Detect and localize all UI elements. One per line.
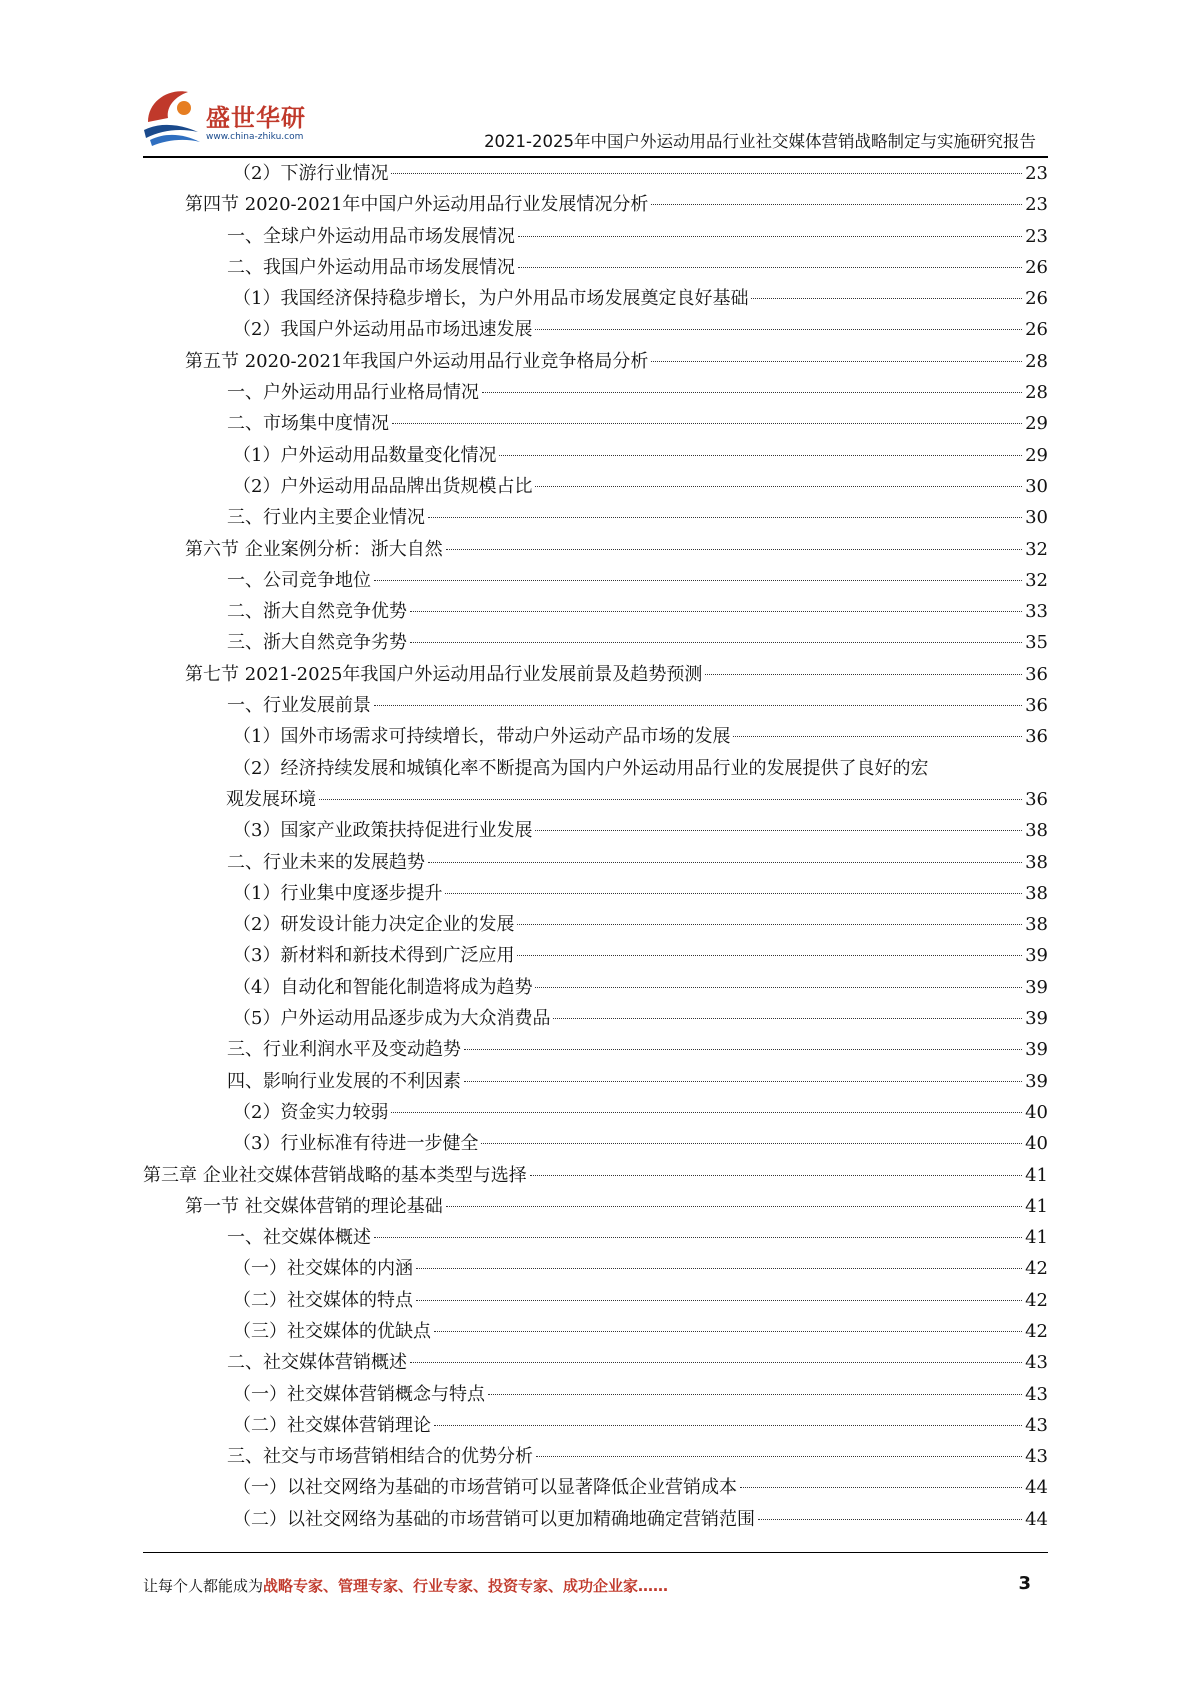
toc-page-number: 38 [1025,882,1048,904]
toc-entry[interactable] [143,1316,1048,1347]
toc-leader-dots [517,924,1022,925]
toc-entry-title: （1）户外运动用品数量变化情况 [233,444,497,466]
toc-entry[interactable] [143,534,1048,565]
toc-entry[interactable] [143,1097,1048,1128]
toc-entry-title: （3）新材料和新技术得到广泛应用 [233,945,515,967]
toc-entry[interactable] [143,1347,1048,1378]
toc-entry-title: 第六节 企业案例分析：浙大自然 [185,538,443,560]
toc-entry-title: （2）经济持续发展和城镇化率不断提高为国内户外运动用品行业的发展提供了良好的宏 [233,757,929,779]
toc-entry-title: 一、户外运动用品行业格局情况 [227,382,479,404]
toc-page-number: 44 [1025,1508,1048,1530]
toc-leader-dots [651,204,1022,205]
toc-leader-dots [733,736,1022,737]
toc-entry-title: 二、行业未来的发展趋势 [227,851,425,873]
toc-page-number: 38 [1025,914,1048,936]
toc-page-number: 33 [1025,601,1048,623]
toc-page-number: 42 [1025,1258,1048,1280]
toc-entry[interactable] [143,1128,1048,1159]
toc-entry[interactable] [143,909,1048,940]
toc-page-number: 35 [1025,632,1048,654]
toc-leader-dots [482,392,1022,393]
toc-leader-dots [464,1081,1022,1082]
toc-entry[interactable] [143,972,1048,1003]
toc-leader-dots [740,1487,1022,1488]
toc-entry[interactable] [143,627,1048,658]
toc-leader-dots [536,1456,1022,1457]
toc-entry-title: （2）我国户外运动用品市场迅速发展 [233,319,533,341]
toc-entry[interactable] [143,346,1048,377]
toc-entry-title: （三）社交媒体的优缺点 [233,1320,431,1342]
toc-leader-dots [374,705,1022,706]
toc-entry-title: 一、全球户外运动用品市场发展情况 [227,225,515,247]
toc-entry-title: （2）研发设计能力决定企业的发展 [233,914,515,936]
toc-page-number: 38 [1025,851,1048,873]
toc-page-number: 32 [1025,538,1048,560]
toc-entry[interactable] [143,753,1048,816]
toc-entry-title: （二）以社交网络为基础的市场营销可以更加精确地确定营销范围 [233,1508,755,1530]
toc-page-number: 28 [1025,382,1048,404]
toc-page-number: 44 [1025,1477,1048,1499]
toc-entry[interactable] [143,1285,1048,1316]
toc-entry-title: 三、行业内主要企业情况 [227,507,425,529]
toc-entry[interactable] [143,690,1048,721]
logo-text: 盛世华研 [206,104,306,132]
toc-page-number: 40 [1025,1133,1048,1155]
toc-entry-title: （2）户外运动用品品牌出货规模占比 [233,475,533,497]
toc-leader-dots [518,236,1022,237]
toc-entry-title: 三、行业利润水平及变动趋势 [227,1039,461,1061]
toc-entry-title: 二、我国户外运动用品市场发展情况 [227,256,515,278]
toc-entry[interactable] [143,847,1048,878]
toc-entry[interactable] [143,1191,1048,1222]
toc-entry[interactable] [143,1066,1048,1097]
toc-leader-dots [499,455,1022,456]
toc-page-number: 39 [1025,1039,1048,1061]
toc-entry-title: （5）户外运动用品逐步成为大众消费品 [233,1008,551,1030]
toc-leader-dots [428,862,1022,863]
toc-entry-title: 二、浙大自然竞争优势 [227,601,407,623]
toc-entry[interactable] [143,1253,1048,1284]
toc-entry-title: 三、浙大自然竞争劣势 [227,632,407,654]
toc-entry-title: （4）自动化和智能化制造将成为趋势 [233,976,533,998]
toc-page-number: 30 [1025,475,1048,497]
toc-leader-dots [535,987,1022,988]
toc-entry-title: 二、社交媒体营销概述 [227,1352,407,1374]
toc-page-number: 36 [1025,726,1048,748]
footer-divider [143,1552,1048,1553]
toc-page-number: 26 [1025,319,1048,341]
toc-entry-title: 第四节 2020-2021年中国户外运动用品行业发展情况分析 [185,194,649,216]
toc-entry[interactable] [143,659,1048,690]
toc-entry-title: （1）国外市场需求可持续增长，带动户外运动产品市场的发展 [233,726,731,748]
toc-entry-title: 三、社交与市场营销相结合的优势分析 [227,1446,533,1468]
toc-entry-title: （3）国家产业政策扶持促进行业发展 [233,820,533,842]
toc-page-number: 41 [1025,1195,1048,1217]
toc-leader-dots [410,642,1022,643]
toc-entry-title: （二）社交媒体营销理论 [233,1414,431,1436]
toc-entry[interactable] [143,221,1048,252]
toc-page-number: 36 [1025,695,1048,717]
toc-page-number: 26 [1025,288,1048,310]
toc-entry-title: （一）社交媒体营销概念与特点 [233,1383,485,1405]
toc-page-number: 38 [1025,820,1048,842]
toc-entry[interactable] [143,1003,1048,1034]
toc-entry-title: 一、行业发展前景 [227,695,371,717]
report-title: 2021-2025年中国户外运动用品行业社交媒体营销战略制定与实施研究报告 [484,132,1036,151]
toc-leader-dots [553,1018,1022,1019]
toc-entry[interactable] [143,189,1048,220]
toc-leader-dots [705,674,1022,675]
toc-entry[interactable] [143,158,1048,189]
toc-page-number: 39 [1025,945,1048,967]
toc-entry[interactable] [143,1410,1048,1441]
toc-leader-dots [428,517,1022,518]
toc-page-number: 39 [1025,1008,1048,1030]
toc-leader-dots [416,1268,1022,1269]
toc-entry-title: 第七节 2021-2025年我国户外运动用品行业发展前景及趋势预测 [185,663,703,685]
toc-entry[interactable] [143,440,1048,471]
toc-page-number: 28 [1025,350,1048,372]
toc-leader-dots [445,893,1022,894]
toc-leader-dots [416,1300,1022,1301]
toc-leader-dots [518,267,1022,268]
toc-entry[interactable] [143,1379,1048,1410]
toc-entry-title: 四、影响行业发展的不利因素 [227,1070,461,1092]
toc-page-number: 29 [1025,444,1048,466]
toc-entry-title: 第三章 企业社交媒体营销战略的基本类型与选择 [143,1164,527,1186]
toc-leader-dots [446,1206,1022,1207]
toc-leader-dots [434,1331,1022,1332]
toc-page-number: 39 [1025,976,1048,998]
toc-entry[interactable] [143,377,1048,408]
toc-entry-title-cont: 观发展环境 [226,788,316,810]
toc-page-number: 23 [1025,163,1048,184]
toc-leader-dots [392,423,1022,424]
toc-leader-dots [410,611,1022,612]
toc-page-number: 30 [1025,507,1048,529]
toc-entry-title: （1）我国经济保持稳步增长，为户外用品市场发展奠定良好基础 [233,288,749,310]
toc-entry-title: （3）行业标准有待进一步健全 [233,1133,479,1155]
toc-leader-dots [488,1394,1022,1395]
toc-entry-title: （一）以社交网络为基础的市场营销可以显著降低企业营销成本 [233,1477,737,1499]
toc-leader-dots [751,298,1022,299]
toc-page-number: 42 [1025,1320,1048,1342]
toc-page-number: 36 [1025,788,1048,810]
toc-leader-dots [391,173,1022,174]
toc-entry[interactable] [143,878,1048,909]
footer-slogan-prefix: 让每个人都能成为 [143,1577,264,1595]
toc-page-number: 43 [1025,1352,1048,1374]
toc-leader-dots [434,1425,1022,1426]
toc-entry-title: （1）行业集中度逐步提升 [233,882,443,904]
toc-page-number: 41 [1025,1164,1048,1186]
toc-entry[interactable] [143,502,1048,533]
toc-page-number: 26 [1025,256,1048,278]
toc-leader-dots [517,955,1022,956]
toc-leader-dots [464,1049,1022,1050]
toc-entry[interactable] [143,283,1048,314]
toc-page-number: 41 [1025,1227,1048,1249]
toc-leader-dots [535,329,1022,330]
toc-entry[interactable] [143,314,1048,345]
toc-leader-dots [410,1362,1022,1363]
toc-page-number: 39 [1025,1070,1048,1092]
toc-entry[interactable] [143,1160,1048,1191]
toc-entry-title: 二、市场集中度情况 [227,413,389,435]
toc-entry[interactable] [143,471,1048,502]
toc-entry[interactable] [143,1472,1048,1503]
page-header [0,0,1191,165]
footer-slogan-highlight: 战略专家、管理专家、行业专家、投资专家、成功企业家…… [263,1577,669,1595]
toc-leader-dots [446,549,1022,550]
toc-entry[interactable] [143,1034,1048,1065]
toc-page-number: 23 [1025,225,1048,247]
toc-leader-dots [481,1143,1022,1144]
toc-page-number: 43 [1025,1414,1048,1436]
toc-entry[interactable] [143,940,1048,971]
footer-slogan [143,1575,668,1596]
toc-entry[interactable] [143,252,1048,283]
toc-entry[interactable] [143,721,1048,752]
toc-entry-title: 一、公司竞争地位 [227,569,371,591]
toc-entry-title: 一、社交媒体概述 [227,1227,371,1249]
toc-leader-dots [651,361,1022,362]
toc-entry-title: （二）社交媒体的特点 [233,1289,413,1311]
toc-entry[interactable] [143,1504,1048,1535]
toc-leader-dots [391,1112,1022,1113]
page-number: 3 [1018,1573,1031,1594]
toc-page-number: 36 [1025,663,1048,685]
toc-entry[interactable] [143,1441,1048,1472]
toc-entry-title: （一）社交媒体的内涵 [233,1258,413,1280]
toc-entry-title: （2）下游行业情况 [233,163,389,184]
toc-leader-dots [374,580,1022,581]
toc-leader-dots [374,1237,1022,1238]
toc-leader-dots [758,1519,1022,1520]
toc-entry[interactable] [143,815,1048,846]
toc-page-number: 42 [1025,1289,1048,1311]
toc-entry-title: 第一节 社交媒体营销的理论基础 [185,1195,443,1217]
toc-page-number: 43 [1025,1383,1048,1405]
toc-entry-title: （2）资金实力较弱 [233,1101,389,1123]
toc-leader-dots [535,830,1022,831]
toc-page-number: 29 [1025,413,1048,435]
logo-url: www.china-zhiku.com [206,132,304,142]
toc-page-number: 40 [1025,1101,1048,1123]
toc-leader-dots [530,1175,1022,1176]
toc-entry[interactable] [143,1222,1048,1253]
toc-leader-dots [535,486,1022,487]
toc-entry[interactable] [143,596,1048,627]
toc-page-number: 43 [1025,1446,1048,1468]
toc-leader-dots [319,799,1022,800]
toc-entry[interactable] [143,408,1048,439]
toc-page-number: 32 [1025,569,1048,591]
toc-page-number: 23 [1025,194,1048,216]
table-of-contents [143,158,1048,1535]
toc-entry[interactable] [143,565,1048,596]
toc-entry-title: 第五节 2020-2021年我国户外运动用品行业竞争格局分析 [185,350,649,372]
